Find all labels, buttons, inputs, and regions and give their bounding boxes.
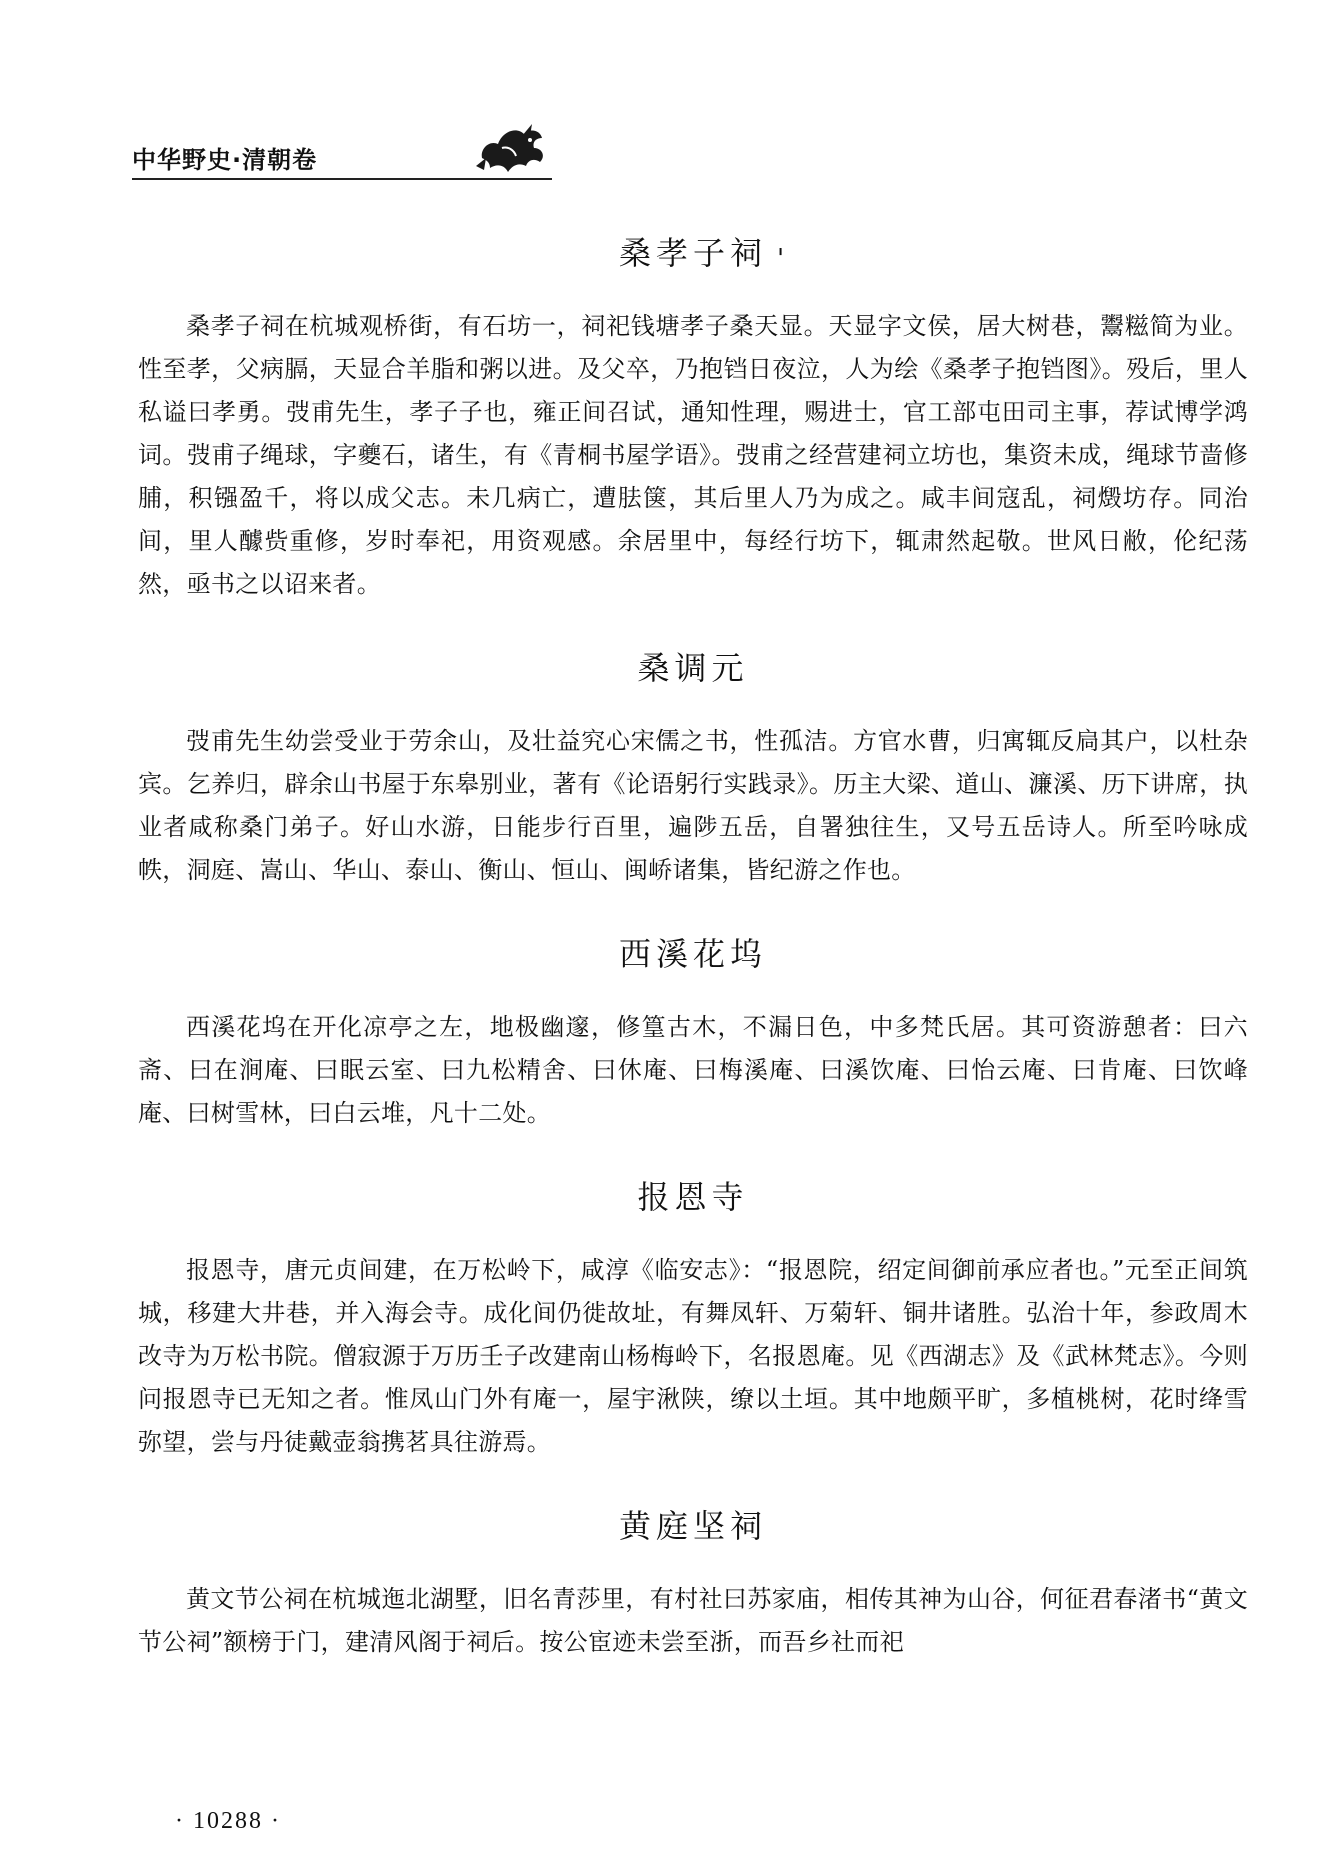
section-paragraph: 弢甫先生幼尝受业于劳余山，及壮益究心宋儒之书，性孤洁。方官水曹，归寓辄反扃其户，以杜杂宾。乞养归，辟余山书屋于东皋别业，著有《论语躬行实践录》。历主大梁、道山、濂溪、历下讲席，执业者咸称桑门弟子。好山水游，日能步行百里，遍陟五岳，自署独往生，又号五岳诗人。所至吟咏成帙，洞庭、嵩山、华山、泰山、衡山、恒山、闽峤诸集，皆纪游之作也。: [138, 727, 1248, 884]
section-paragraph: 桑孝子祠在杭城观桥街，有石坊一，祠祀钱塘孝子桑天显。天显字文侯，居大树巷，鬻糍简为业。性至孝，父病膈，天显合羊脂和粥以进。及父卒，乃抱铛日夜泣，人为绘《桑孝子抱铛图》。殁后，里人私谥曰孝勇。弢甫先生，孝子子也，雍正间召试，通知性理，赐进士，官工部屯田司主事，荐试博学鸿词。弢甫子绳球，字夔石，诸生，有《青桐书屋学语》。弢甫之经营建祠立坊也，集资未成，绳球节啬修脯，积镪盈千，将以成父志。未几病亡，遭胠箧，其后里人乃为成之。咸丰间寇乱，祠燬坊存。同治间，里人醵赀重修，岁时奉祀，用资观感。余居里中，每经行坊下，辄肃然起敬。世风日敝，伦纪荡然，亟书之以诏来者。: [138, 312, 1248, 598]
section-title: 黄庭坚祠: [618, 1507, 767, 1545]
page-body: [138, 225, 1248, 1698]
section-huang-tingjian-ci: [138, 1498, 1248, 1664]
page-number: · 10288 ·: [175, 1808, 281, 1834]
margin-mark: ': [777, 244, 785, 274]
section-paragraph: 黄文节公祠在杭城迤北湖墅，旧名青莎里，有村社曰苏家庙，相传其神为山谷，何征君春渚书“黄文节公祠”额榜于门，建清风阁于祠后。按公宦迹未尝至浙，而吾乡社而祀: [138, 1585, 1248, 1656]
section-xixi-huawu: [138, 926, 1248, 1135]
book-title: 中华野史·清朝卷: [132, 146, 318, 174]
section-sang-xiaozi-ci: [138, 225, 1248, 606]
header-rule: [132, 178, 552, 180]
dragon-emblem-icon: [472, 118, 552, 176]
section-title: 桑孝子祠: [618, 234, 767, 272]
section-baoen-si: [138, 1169, 1248, 1464]
section-sang-tiaoyuan: [138, 640, 1248, 892]
section-paragraph: 报恩寺，唐元贞间建，在万松岭下，咸淳《临安志》：“报恩院，绍定间御前承应者也。”元至正间筑城，移建大井巷，并入海会寺。成化间仍徙故址，有舞凤轩、万菊轩、铜井诸胜。弘治十年，参政周木改寺为万松书院。僧寂源于万历壬子改建南山杨梅岭下，名报恩庵。见《西湖志》及《武林梵志》。今则问报恩寺已无知之者。惟凤山门外有庵一，屋宇湫陕，缭以土垣。其中地颇平旷，多植桃树，花时绛雪弥望，尝与丹徒戴壶翁携茗具往游焉。: [138, 1256, 1248, 1456]
running-header: [132, 118, 552, 180]
section-paragraph: 西溪花坞在开化凉亭之左，地极幽邃，修篁古木，不漏日色，中多梵氏居。其可资游憩者：曰六斋、曰在涧庵、曰眠云室、曰九松精舍、曰休庵、曰梅溪庵、曰溪饮庵、曰怡云庵、曰肯庵、曰饮峰庵、曰树雪林，曰白云堆，凡十二处。: [138, 1013, 1248, 1127]
section-title: 西溪花坞: [618, 935, 767, 973]
section-title: 桑调元: [637, 649, 749, 687]
section-title: 报恩寺: [637, 1178, 749, 1216]
